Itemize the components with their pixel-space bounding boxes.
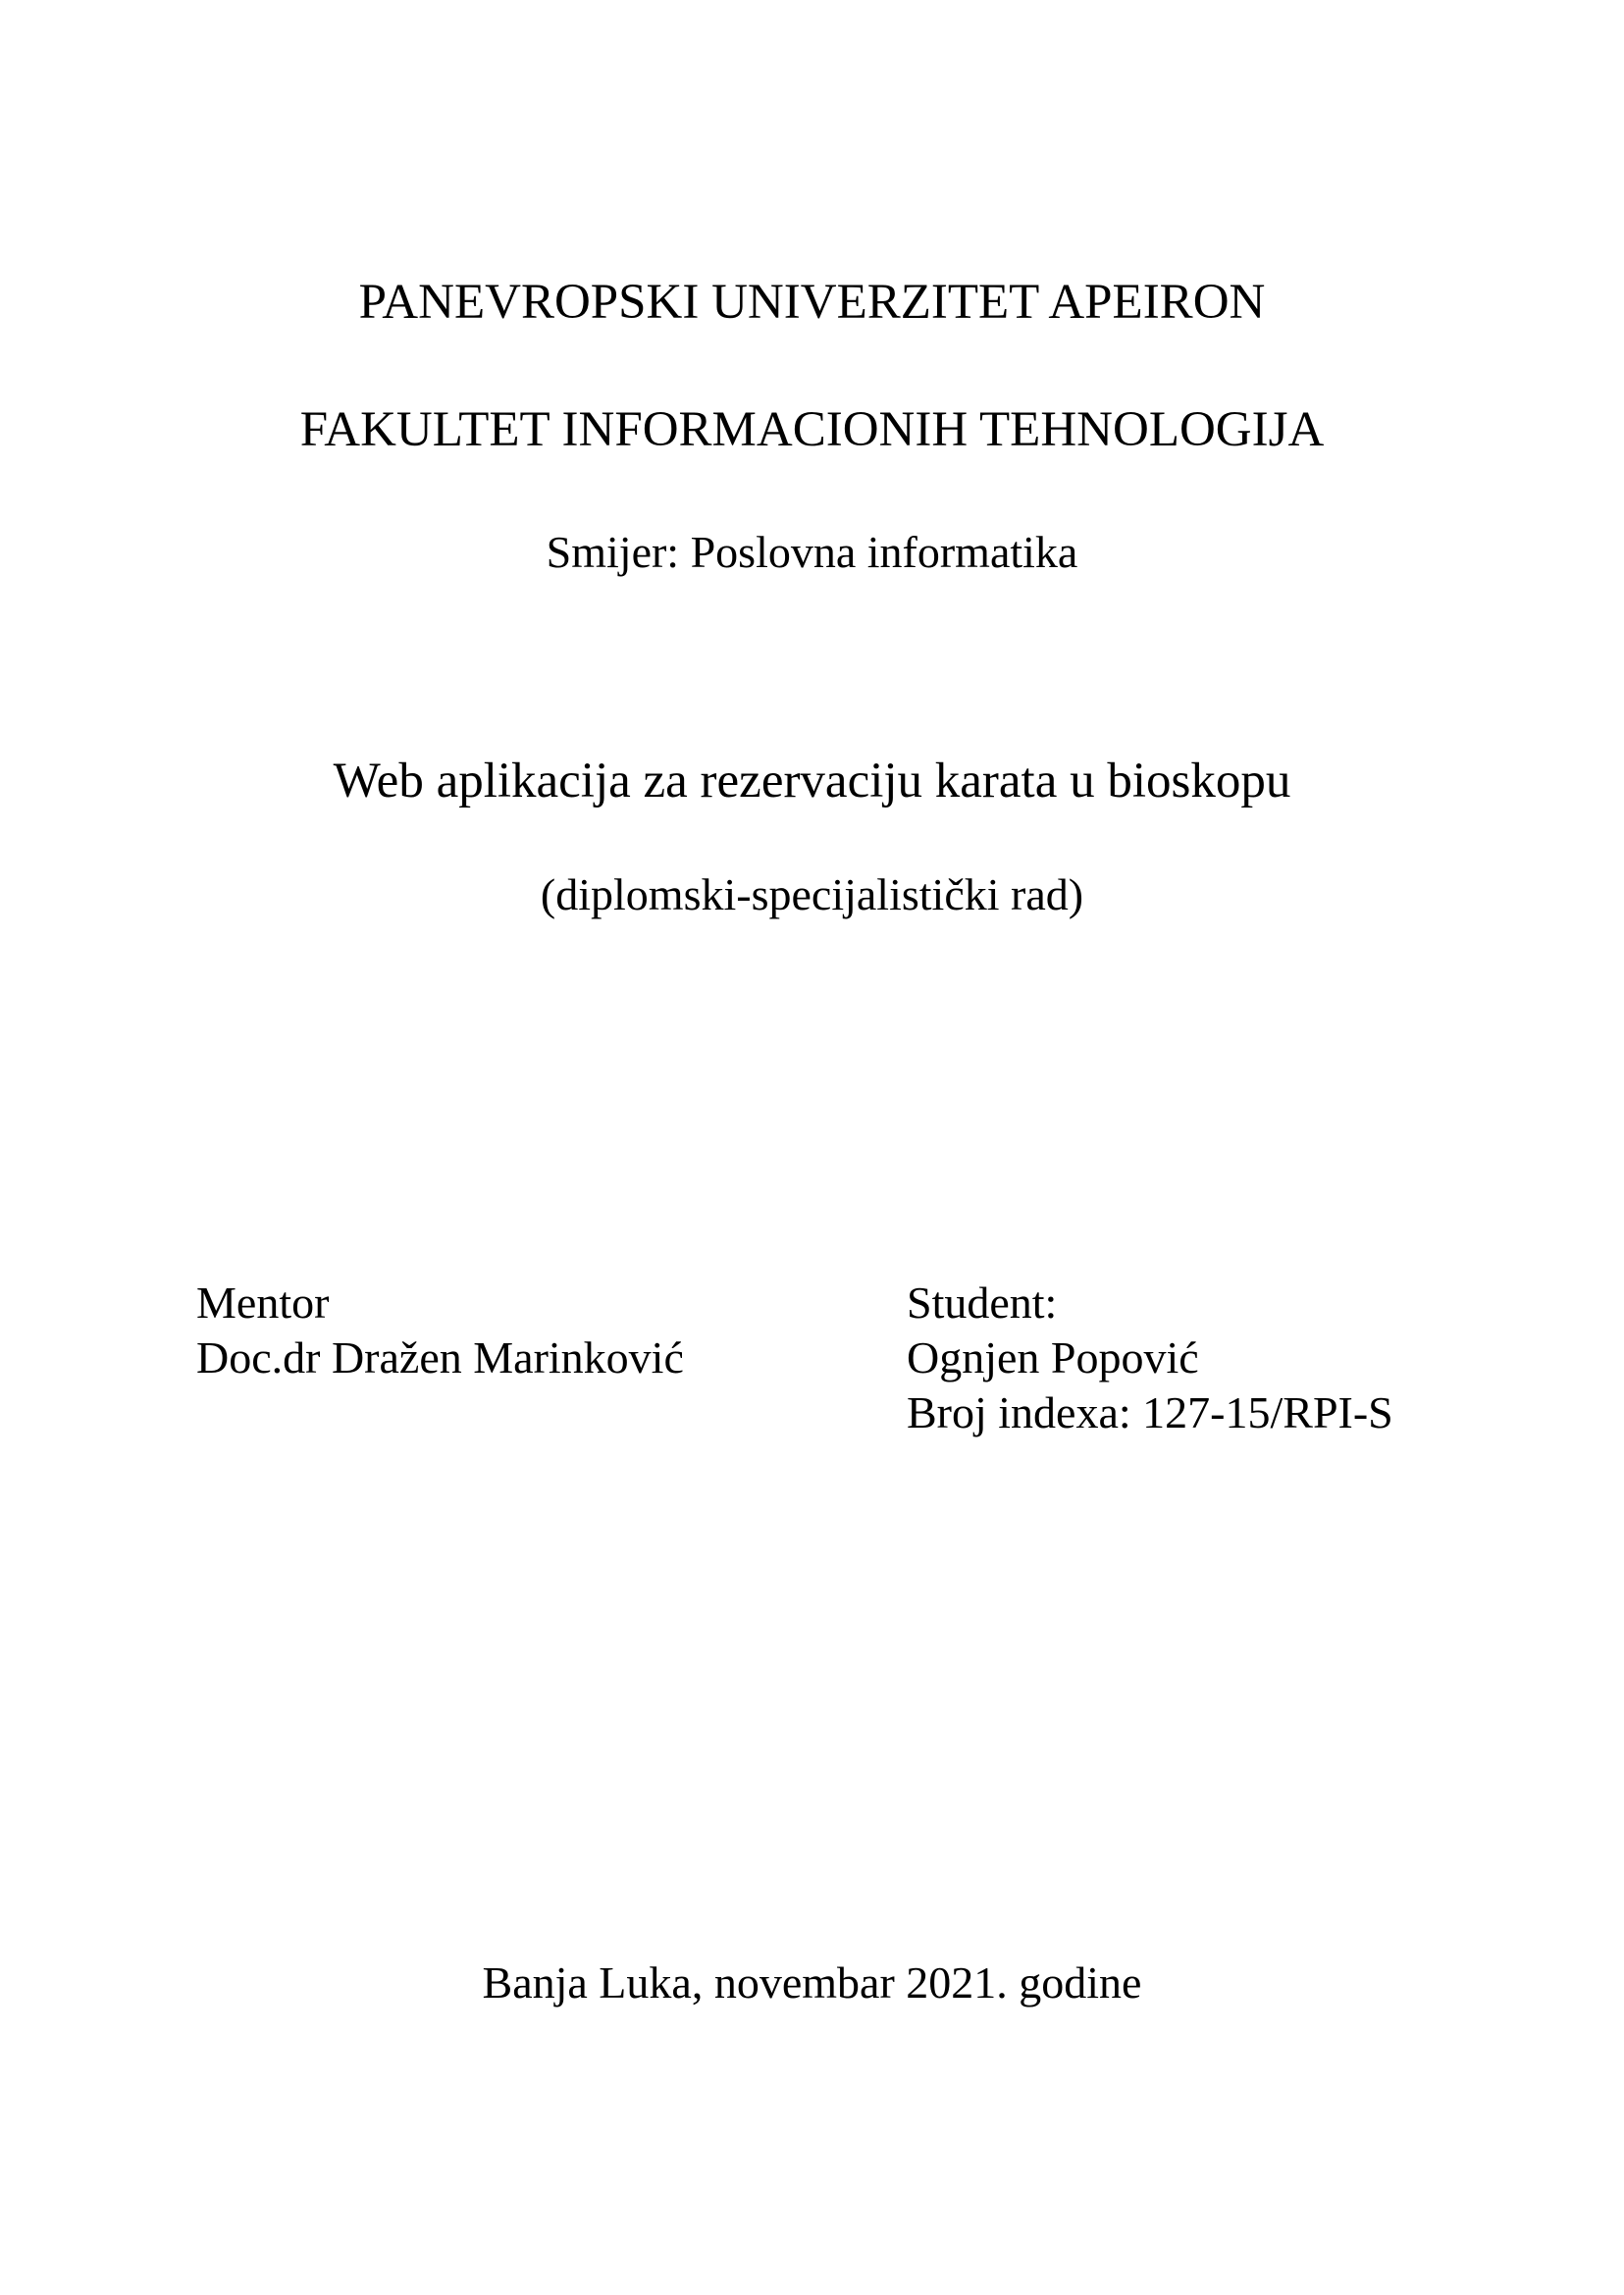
major-line: Smijer: Poslovna informatika (546, 527, 1078, 577)
student-name: Ognjen Popović (907, 1332, 1199, 1382)
faculty-name: FAKULTET INFORMACIONIH TEHNOLOGIJA (299, 402, 1325, 457)
mentor-label: Mentor (196, 1278, 330, 1328)
place-and-date: Banja Luka, novembar 2021. godine (482, 1957, 1142, 2008)
thesis-title: Web aplikacija za rezervaciju karata u bioskopu (333, 754, 1291, 808)
university-name: PANEVROPSKI UNIVERZITET APEIRON (358, 275, 1266, 330)
student-label: Student: (907, 1278, 1058, 1328)
mentor-name: Doc.dr Dražen Marinković (196, 1332, 684, 1382)
thesis-subtitle: (diplomski-specijalistički rad) (540, 869, 1084, 919)
mentor-block (196, 1276, 684, 1385)
student-block (907, 1276, 1393, 1440)
student-index: Broj indexa: 127-15/RPI-S (907, 1387, 1393, 1437)
